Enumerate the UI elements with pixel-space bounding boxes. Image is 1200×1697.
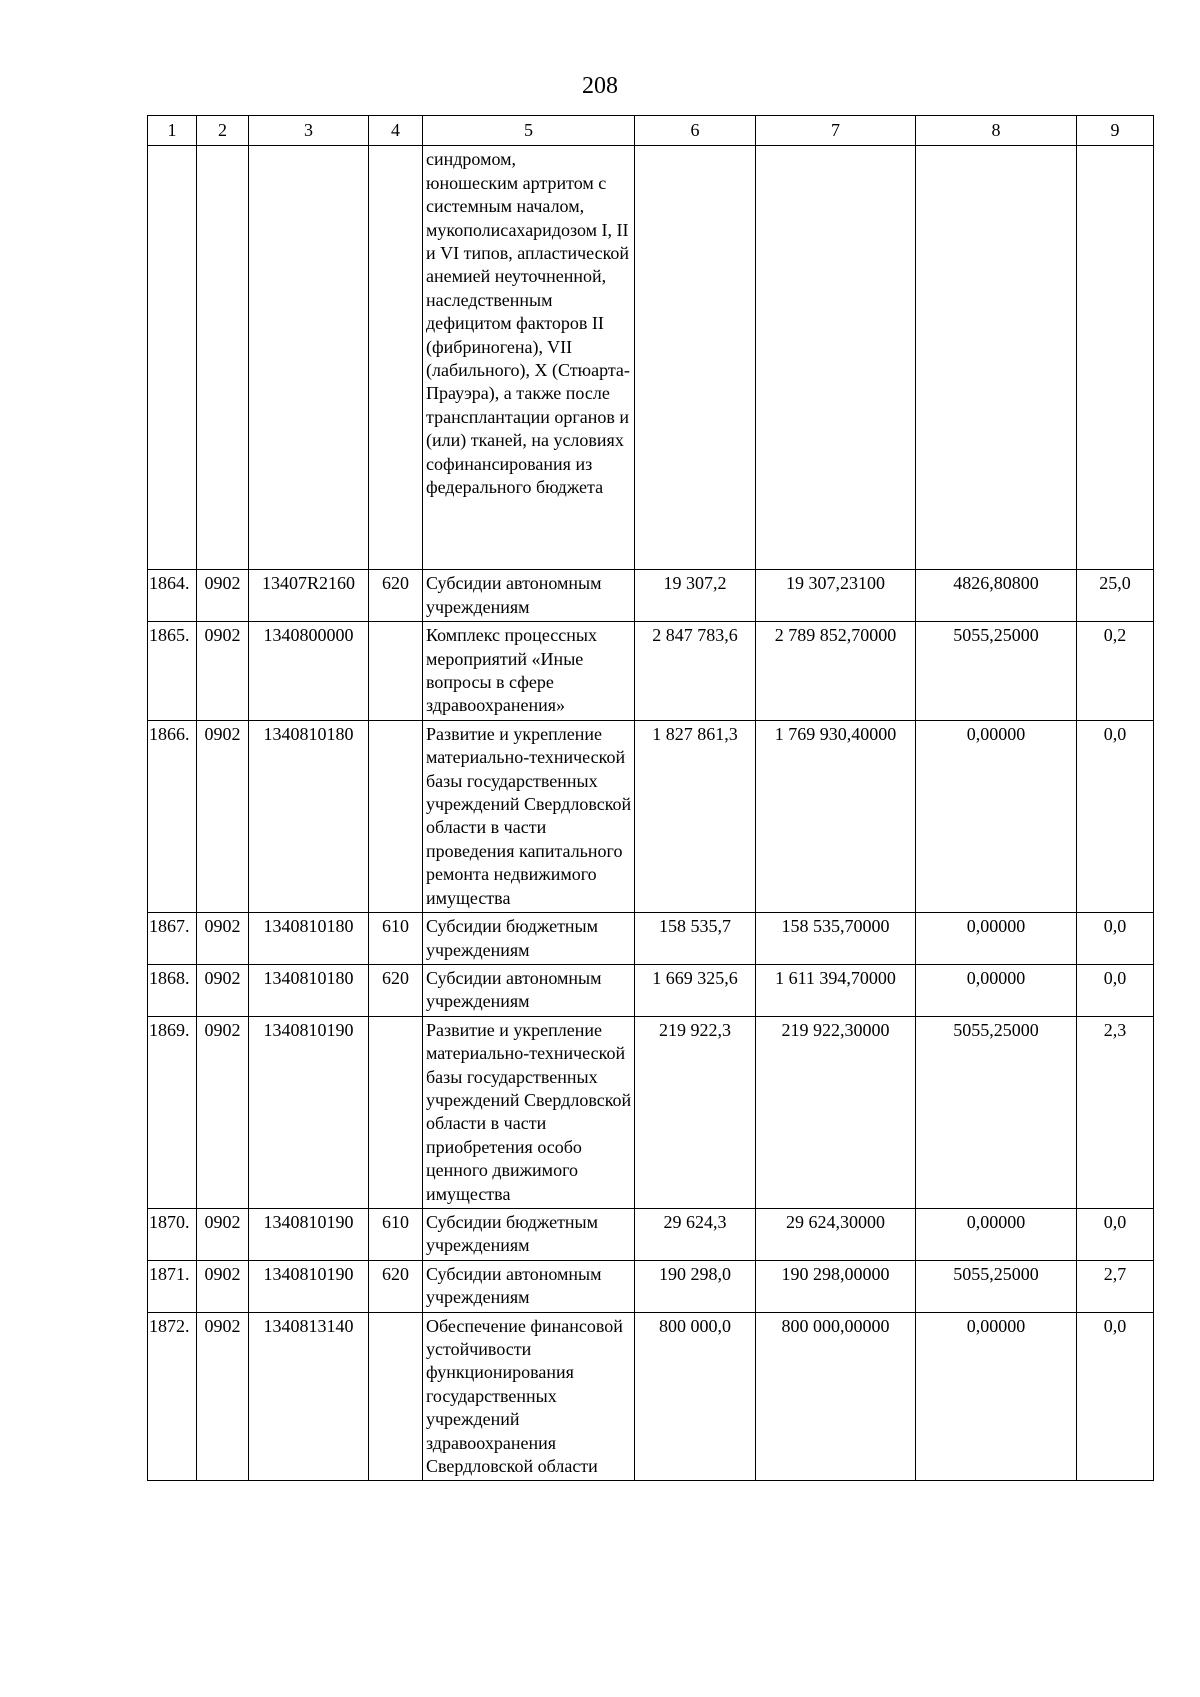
- value-col6-cell: 1 669 325,6: [635, 964, 756, 1016]
- value-col8-cell: 5055,25000: [916, 622, 1077, 721]
- value-col7-cell: 190 298,00000: [756, 1260, 916, 1312]
- table-row: [148, 570, 1154, 622]
- table-header-row: [148, 116, 1154, 146]
- value-col7-cell: 219 922,30000: [756, 1016, 916, 1208]
- value-col9-cell: 0,0: [1077, 1208, 1154, 1260]
- table-body: [148, 116, 1154, 1481]
- description-cell: Субсидии бюджетным учреждениям: [423, 1208, 635, 1260]
- row-number-cell: 1864.: [148, 570, 197, 622]
- table-row: [148, 146, 1154, 570]
- description-cell: синдромом, юношеским артритом с системным началом, мукополисахаридозом I, II и VI типов, апластической анемией неуточненной, наследственным дефицитом факторов II (фибриногена), VII (лабильного), X (Стюарта-Прауэра), а также после трансплантации органов и (или) тканей, на условиях софинансирования из федерального бюджета: [423, 146, 635, 570]
- section-code-cell: [197, 146, 249, 570]
- row-number-cell: 1866.: [148, 720, 197, 912]
- value-col6-cell: 219 922,3: [635, 1016, 756, 1208]
- target-code-cell: [249, 146, 369, 570]
- description-cell: Субсидии автономным учреждениям: [423, 570, 635, 622]
- value-col8-cell: 5055,25000: [916, 1260, 1077, 1312]
- value-col7-cell: 19 307,23100: [756, 570, 916, 622]
- row-number-cell: 1869.: [148, 1016, 197, 1208]
- value-col9-cell: [1077, 146, 1154, 570]
- column-header-9: 9: [1077, 116, 1154, 146]
- value-col6-cell: 190 298,0: [635, 1260, 756, 1312]
- table-row: [148, 1208, 1154, 1260]
- description-cell: Субсидии автономным учреждениям: [423, 964, 635, 1016]
- section-code-cell: 0902: [197, 1208, 249, 1260]
- target-code-cell: 1340810190: [249, 1016, 369, 1208]
- value-col7-cell: [756, 146, 916, 570]
- value-col9-cell: 2,3: [1077, 1016, 1154, 1208]
- row-number-cell: [148, 146, 197, 570]
- value-col7-cell: 2 789 852,70000: [756, 622, 916, 721]
- section-code-cell: 0902: [197, 964, 249, 1016]
- value-col7-cell: 1 769 930,40000: [756, 720, 916, 912]
- value-col8-cell: 4826,80800: [916, 570, 1077, 622]
- description-cell: Развитие и укрепление материально-технической базы государственных учреждений Свердловской области в части приобретения особо ценного движимого имущества: [423, 1016, 635, 1208]
- target-code-cell: 1340810180: [249, 913, 369, 965]
- value-col6-cell: [635, 146, 756, 570]
- section-code-cell: 0902: [197, 720, 249, 912]
- row-number-cell: 1872.: [148, 1312, 197, 1481]
- section-code-cell: 0902: [197, 1312, 249, 1481]
- section-code-cell: 0902: [197, 913, 249, 965]
- row-number-cell: 1865.: [148, 622, 197, 721]
- value-col6-cell: 19 307,2: [635, 570, 756, 622]
- row-number-cell: 1870.: [148, 1208, 197, 1260]
- value-col9-cell: 25,0: [1077, 570, 1154, 622]
- table-row: [148, 622, 1154, 721]
- target-code-cell: 1340810190: [249, 1208, 369, 1260]
- value-col6-cell: 2 847 783,6: [635, 622, 756, 721]
- section-code-cell: 0902: [197, 1016, 249, 1208]
- column-header-8: 8: [916, 116, 1077, 146]
- value-col7-cell: 800 000,00000: [756, 1312, 916, 1481]
- column-header-1: 1: [148, 116, 197, 146]
- expense-type-cell: [369, 720, 423, 912]
- column-header-7: 7: [756, 116, 916, 146]
- expense-type-cell: 610: [369, 1208, 423, 1260]
- target-code-cell: 1340810180: [249, 964, 369, 1016]
- value-col8-cell: 0,00000: [916, 913, 1077, 965]
- value-col8-cell: 0,00000: [916, 1312, 1077, 1481]
- value-col8-cell: 0,00000: [916, 1208, 1077, 1260]
- value-col6-cell: 1 827 861,3: [635, 720, 756, 912]
- column-header-5: 5: [423, 116, 635, 146]
- value-col6-cell: 800 000,0: [635, 1312, 756, 1481]
- row-number-cell: 1867.: [148, 913, 197, 965]
- expense-type-cell: 620: [369, 570, 423, 622]
- section-code-cell: 0902: [197, 622, 249, 721]
- column-header-4: 4: [369, 116, 423, 146]
- value-col7-cell: 29 624,30000: [756, 1208, 916, 1260]
- description-cell: Обеспечение финансовой устойчивости функционирования государственных учреждений здравоохранения Свердловской области: [423, 1312, 635, 1481]
- description-cell: Комплекс процессных мероприятий «Иные вопросы в сфере здравоохранения»: [423, 622, 635, 721]
- value-col9-cell: 0,0: [1077, 1312, 1154, 1481]
- section-code-cell: 0902: [197, 1260, 249, 1312]
- value-col7-cell: 158 535,70000: [756, 913, 916, 965]
- value-col6-cell: 29 624,3: [635, 1208, 756, 1260]
- value-col9-cell: 0,0: [1077, 720, 1154, 912]
- value-col8-cell: 5055,25000: [916, 1016, 1077, 1208]
- description-cell: Развитие и укрепление материально-технической базы государственных учреждений Свердловской области в части проведения капитального ремонта недвижимого имущества: [423, 720, 635, 912]
- description-cell: Субсидии бюджетным учреждениям: [423, 913, 635, 965]
- row-number-cell: 1871.: [148, 1260, 197, 1312]
- table-row: [148, 1260, 1154, 1312]
- column-header-3: 3: [249, 116, 369, 146]
- value-col9-cell: 0,0: [1077, 964, 1154, 1016]
- target-code-cell: 1340810180: [249, 720, 369, 912]
- table-row: [148, 964, 1154, 1016]
- column-header-6: 6: [635, 116, 756, 146]
- section-code-cell: 0902: [197, 570, 249, 622]
- expense-type-cell: 620: [369, 964, 423, 1016]
- target-code-cell: 1340800000: [249, 622, 369, 721]
- value-col8-cell: 0,00000: [916, 964, 1077, 1016]
- row-number-cell: 1868.: [148, 964, 197, 1016]
- expense-type-cell: 610: [369, 913, 423, 965]
- budget-table: [147, 115, 1154, 1481]
- page-number: 208: [582, 73, 618, 99]
- description-cell: Субсидии автономным учреждениям: [423, 1260, 635, 1312]
- table-row: [148, 913, 1154, 965]
- target-code-cell: 13407R2160: [249, 570, 369, 622]
- value-col9-cell: 2,7: [1077, 1260, 1154, 1312]
- value-col8-cell: [916, 146, 1077, 570]
- expense-type-cell: [369, 1016, 423, 1208]
- expense-type-cell: 620: [369, 1260, 423, 1312]
- value-col9-cell: 0,0: [1077, 913, 1154, 965]
- column-header-2: 2: [197, 116, 249, 146]
- expense-type-cell: [369, 146, 423, 570]
- table-row: [148, 720, 1154, 912]
- value-col9-cell: 0,2: [1077, 622, 1154, 721]
- value-col7-cell: 1 611 394,70000: [756, 964, 916, 1016]
- value-col6-cell: 158 535,7: [635, 913, 756, 965]
- table-row: [148, 1312, 1154, 1481]
- expense-type-cell: [369, 622, 423, 721]
- expense-type-cell: [369, 1312, 423, 1481]
- value-col8-cell: 0,00000: [916, 720, 1077, 912]
- target-code-cell: 1340813140: [249, 1312, 369, 1481]
- target-code-cell: 1340810190: [249, 1260, 369, 1312]
- table-row: [148, 1016, 1154, 1208]
